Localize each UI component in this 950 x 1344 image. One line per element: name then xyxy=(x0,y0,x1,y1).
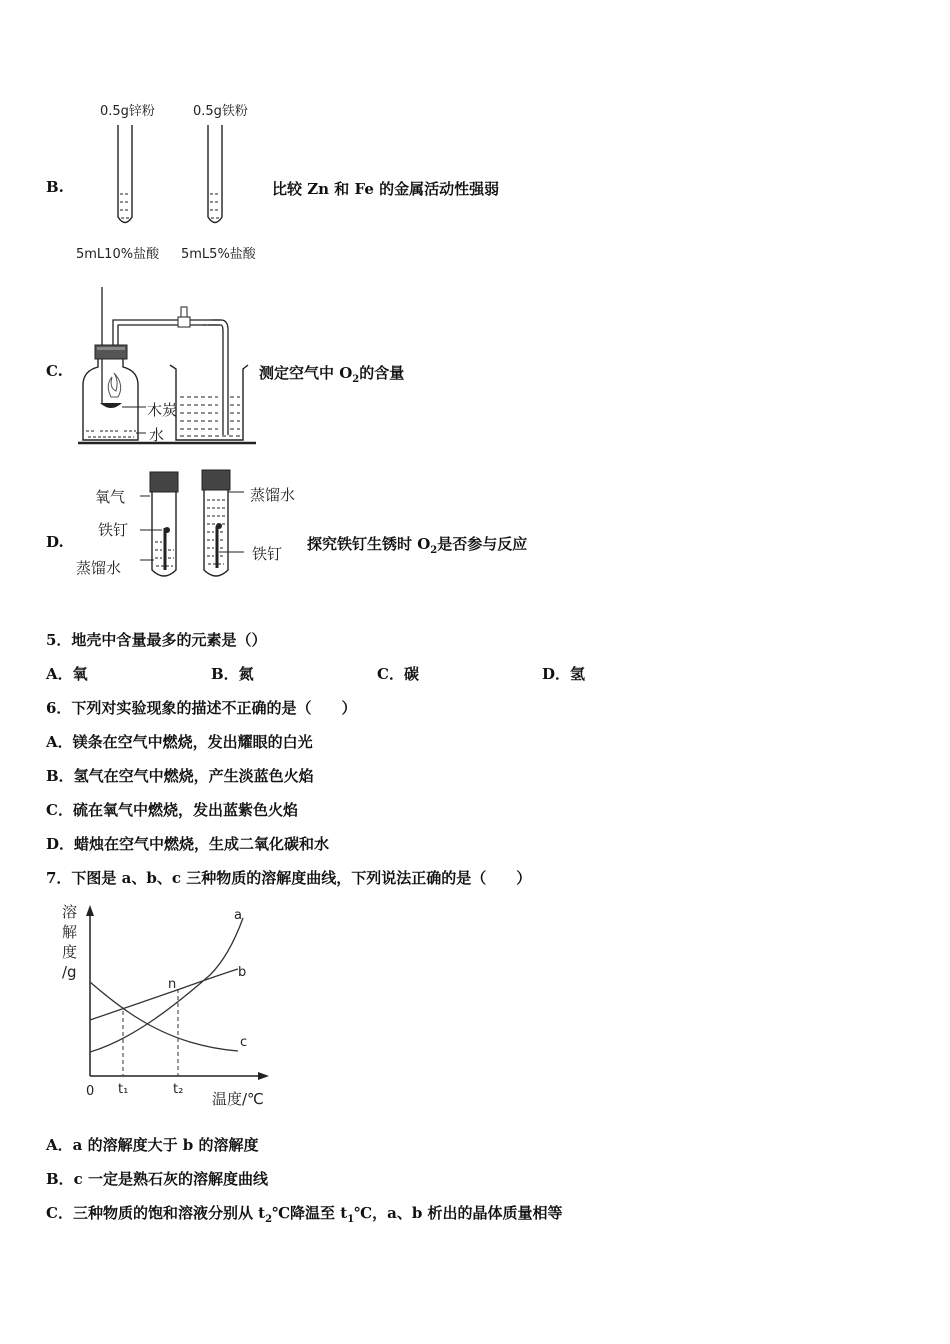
curve-b-label: b xyxy=(238,965,247,980)
q6-stem: 6．下列对实验现象的描述不正确的是（ ） xyxy=(46,699,357,717)
nail-rust-test-tubes-figure xyxy=(140,470,260,585)
option-d-description: 探究铁钉生锈时 $O_2$是否参与反应 xyxy=(307,535,528,556)
q7-option-b: B．c 一定是熟石灰的溶解度曲线 xyxy=(46,1170,269,1188)
tube1-top-label: 0.5g锌粉 xyxy=(100,104,155,119)
q5-stem: 5．地壳中含量最多的元素是（） xyxy=(46,631,267,649)
x-axis-label: 温度/℃ xyxy=(212,1090,264,1108)
tube1-bottom-label: 5mL10%盐酸 xyxy=(76,247,160,262)
t1-label: t₁ xyxy=(118,1082,129,1097)
curve-a xyxy=(90,918,243,1052)
air-oxygen-apparatus-figure xyxy=(78,285,263,450)
distilled-water-label-left: 蒸馏水 xyxy=(76,559,122,577)
option-b-letter: B. xyxy=(46,178,64,196)
test-tubes-b-figure xyxy=(105,122,255,232)
point-n-label: n xyxy=(168,977,177,992)
solubility-curve-graph xyxy=(60,900,280,1115)
option-d-letter: D. xyxy=(46,533,64,551)
q7-option-c: C．三种物质的饱和溶液分别从 $t_2℃$降温至 $t_1℃$，a、b 析出的晶体质量相等 xyxy=(46,1204,563,1225)
q5-option-b: B．氮 xyxy=(211,665,254,683)
nail-label-left: 铁钉 xyxy=(98,521,129,539)
tube2-top-label: 0.5g铁粉 xyxy=(193,104,248,119)
curve-a-label: a xyxy=(234,908,242,923)
q5-option-d: D．氢 xyxy=(542,665,586,683)
water-label: 水 xyxy=(149,426,165,444)
q6-option-b: B．氢气在空气中燃烧，产生淡蓝色火焰 xyxy=(46,767,314,785)
nail-label-right: 铁钉 xyxy=(252,545,283,563)
curve-c-label: c xyxy=(240,1035,248,1050)
q6-option-a: A．镁条在空气中燃烧，发出耀眼的白光 xyxy=(46,733,313,751)
distilled-water-label-right: 蒸馏水 xyxy=(250,486,296,504)
t2-label: t₂ xyxy=(173,1082,184,1097)
option-c-description: 测定空气中 $O_2$的含量 xyxy=(259,364,405,385)
option-b-description: 比较 Zn 和 Fe 的金属活动性强弱 xyxy=(272,180,500,198)
origin-label: 0 xyxy=(86,1084,95,1099)
y-axis-label: 溶 解 度 /g xyxy=(62,903,78,981)
q6-option-d: D．蜡烛在空气中燃烧，生成二氧化碳和水 xyxy=(46,835,330,853)
q6-option-c: C．硫在氧气中燃烧，发出蓝紫色火焰 xyxy=(46,801,298,819)
option-c-letter: C. xyxy=(46,362,63,380)
q5-option-c: C．碳 xyxy=(377,665,419,683)
q7-option-a: A．a 的溶解度大于 b 的溶解度 xyxy=(46,1136,259,1154)
tube2-bottom-label: 5mL5%盐酸 xyxy=(181,247,256,262)
curve-c xyxy=(90,982,238,1051)
charcoal-label: 木炭 xyxy=(147,401,178,419)
q5-option-a: A．氧 xyxy=(46,665,88,683)
q7-stem: 7．下图是 a、b、c 三种物质的溶解度曲线，下列说法正确的是（ ） xyxy=(46,869,532,887)
oxygen-label: 氧气 xyxy=(95,488,126,506)
